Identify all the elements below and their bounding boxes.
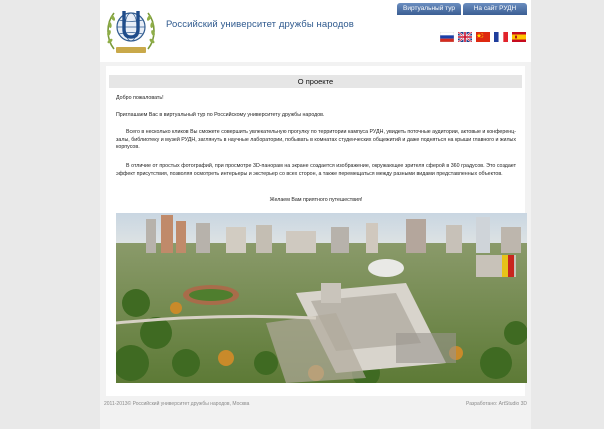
footer-developer-link[interactable]: Разработано: ArtStudio 3D — [466, 401, 527, 407]
footer-copyright: 2011-2013© Российский университет дружбы народов, Москва — [104, 401, 250, 407]
university-logo[interactable] — [104, 3, 158, 59]
russia-flag-icon[interactable] — [440, 32, 454, 42]
header — [100, 0, 531, 62]
uk-flag-icon[interactable] — [458, 32, 472, 42]
description-paragraph: Всего в несколько кликов Вы сможете совершить увлекательную прогулку по территории кампуса РУДН, увидеть поточные аудитории, актовые и конференц-залы, библиотеку и музей РУДН, заглянуть в научные лаборатории, побывать в комнатах студенческих общежитий и даже подняться на крыши главного и жилых корпусов. — [116, 129, 516, 151]
language-selector — [440, 32, 526, 42]
china-flag-icon[interactable] — [476, 32, 490, 42]
france-flag-icon[interactable] — [494, 32, 508, 42]
welcome-text: Добро пожаловать! — [116, 95, 164, 101]
wishes-text: Желаем Вам приятного путешествия! — [269, 197, 363, 203]
page-container — [100, 0, 531, 429]
spain-flag-icon[interactable] — [512, 32, 526, 42]
main-content — [106, 66, 525, 396]
to-site-button[interactable]: На сайт РУДН — [463, 3, 527, 15]
section-title: О проекте — [109, 75, 522, 88]
site-title: Российский университет дружбы народов — [166, 19, 354, 30]
panorama-paragraph: В отличие от простых фотографий, при просмотре 3D-панорам на экране создается изображение, окружающее зрителя сферой в 360 градусов. Это создает эффект присутствия, позволяя осмотреть интерьеры и экстерьер со всех сторон, а также перемещаться между разными видами представленных объектов. — [116, 163, 516, 177]
campus-aerial-photo — [116, 213, 527, 383]
invitation-text: Приглашаем Вас в виртуальный тур по Российскому университету дружбы народов. — [116, 112, 325, 118]
virtual-tour-button[interactable]: Виртуальный тур — [397, 3, 461, 15]
